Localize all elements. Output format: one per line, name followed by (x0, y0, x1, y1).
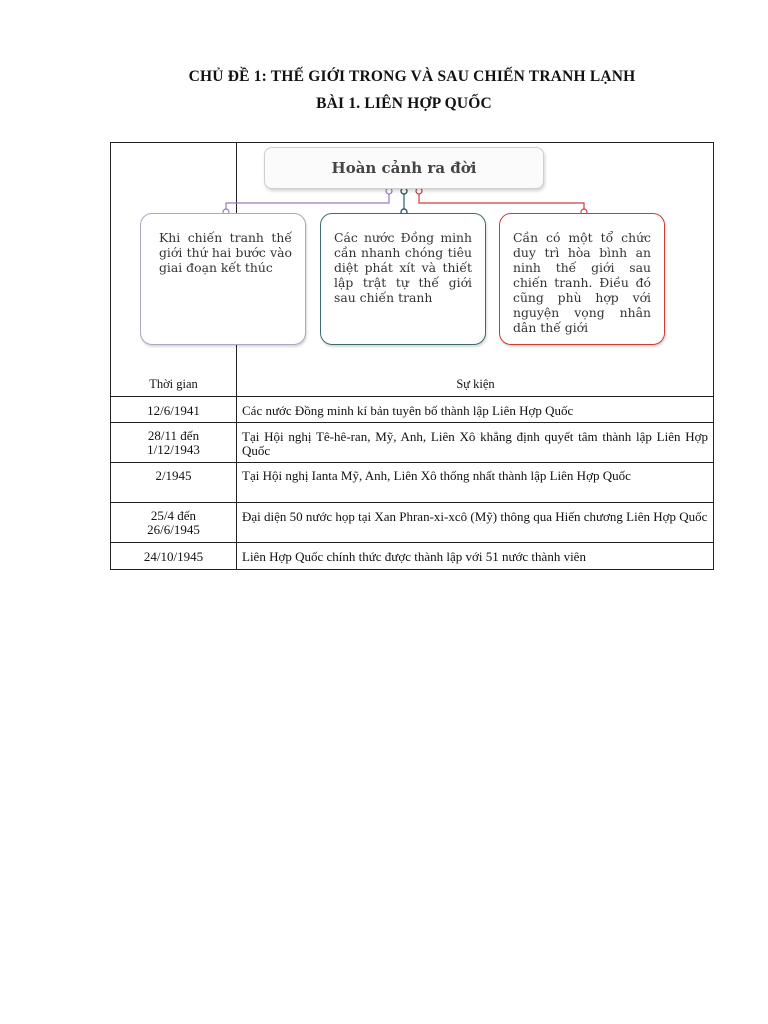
table-row-event: Các nước Đồng minh kí bản tuyên bố thành lập Liên Hợp Quốc (242, 403, 574, 418)
header-event: Sự kiện (456, 377, 495, 391)
header-date: Thời gian (149, 377, 198, 391)
row-rule (110, 422, 714, 423)
table-row-event: Tại Hội nghị Tê-hê-ran, Mỹ, Anh, Liên Xô khẳng định quyết tâm thành lập Liên Hợp Quốc (242, 429, 708, 458)
row-rule (110, 502, 714, 503)
connector-right (419, 190, 584, 213)
diagram-title-box (264, 147, 544, 189)
context-card-2: Các nước Đồng minh cần nhanh chóng tiêu diệt phát xít và thiết lập trật tự thế giới sau chiến tranh (320, 213, 486, 345)
table-row-event: Tại Hội nghị Ianta Mỹ, Anh, Liên Xô thống nhất thành lập Liên Hợp Quốc (242, 468, 631, 483)
table-row-date (111, 509, 236, 537)
table-row-event: Liên Hợp Quốc chính thức được thành lập với 51 nước thành viên (242, 549, 586, 564)
date-line: 28/11 đến (147, 428, 200, 443)
diagram-title: Hoàn cảnh ra đời (331, 159, 477, 177)
date-line: 25/4 đến (150, 508, 197, 523)
context-card-3: Cần có một tổ chức duy trì hòa bình an ninh thế giới sau chiến tranh. Điều đó cũng phù hợp với nguyện vọng nhân dân thế giới (499, 213, 665, 345)
table-row-date: 2/1945 (155, 468, 192, 483)
table-row-event: Đại diện 50 nước họp tại Xan Phran-xi-xcô (Mỹ) thông qua Hiến chương Liên Hợp Quốc (242, 509, 708, 524)
row-rule (110, 542, 714, 543)
row-rule (110, 462, 714, 463)
row-rule (110, 396, 714, 397)
context-card-1: Khi chiến tranh thế giới thứ hai bước vào giai đoạn kết thúc (140, 213, 306, 345)
table-row-date: 12/6/1941 (147, 403, 200, 418)
table-row-date (111, 429, 236, 457)
topic-heading: CHỦ ĐỀ 1: THẾ GIỚI TRONG VÀ SAU CHIẾN TRANH LẠNH (188, 68, 636, 85)
connector-left (226, 190, 389, 213)
date-line: 26/6/1945 (147, 522, 200, 537)
date-line: 1/12/1943 (147, 442, 200, 457)
lesson-heading: BÀI 1. LIÊN HỢP QUỐC (316, 95, 492, 112)
table-row-date: 24/10/1945 (143, 549, 204, 564)
